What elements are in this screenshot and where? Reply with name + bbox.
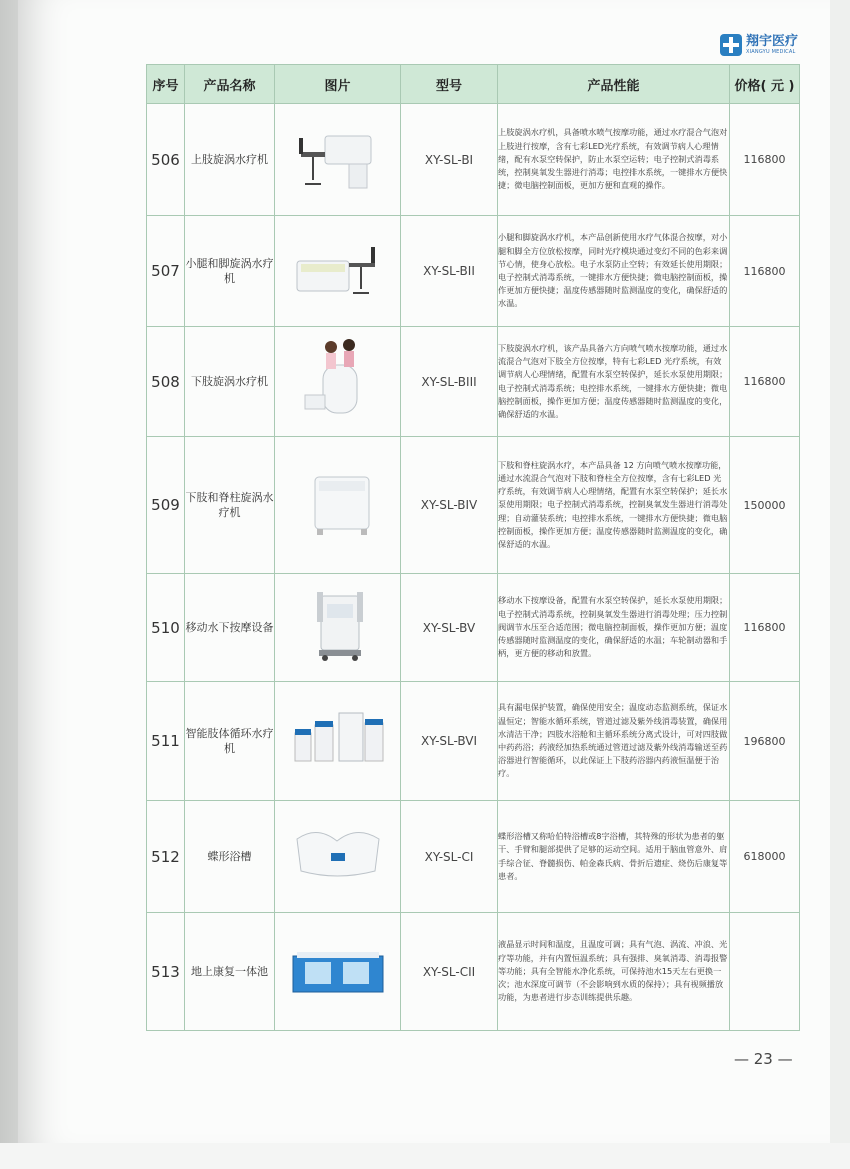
product-performance: 蝶形浴槽又称哈伯特浴槽或8字浴槽，其特殊的形状为患者的躯干、手臂和腿部提供了足够的运动空间。适用于脑血管意外、肩手综合征、脊髓损伤、帕金森氏病、骨折后遗症、烧伤后康复等患者。 [498,801,730,913]
product-price: 150000 [730,437,800,574]
row-index: 513 [147,913,185,1031]
product-performance: 小腿和脚旋涡水疗机，本产品创新使用水疗气体混合按摩，对小腿和脚全方位放松按摩，同时光疗模块通过变幻不同的色彩来调节心情，使身心放松。电子水泵防止空转；有效延长使用期限；电子控制式消毒系统，一键排水方便快捷；微电脑控制面板，操作更加方便快捷；温度传感器随时监测温度的变化，确保舒适的水温。 [498,216,730,327]
table-row [147,437,800,574]
product-name: 移动水下按摩设备 [185,574,275,682]
product-model: XY-SL-BVI [401,682,498,801]
table-header-row [147,65,800,104]
product-model: XY-SL-BV [401,574,498,682]
limb-circulation-hydrotherapy-image [287,703,389,775]
product-price: 116800 [730,216,800,327]
product-image-cell [275,437,401,574]
product-performance: 下肢和脊柱旋涡水疗，本产品具备 12 方向喷气喷水按摩功能，通过水流混合气泡对下肢和脊柱全方位按摩，含有七彩LED 光疗系统，有效调节病人心理情绪，配置有水泵空转保护；延长水泵使用期限；电子控制式消毒系统，控制臭氧发生器进行消毒处理；自动灌装系统；电控排水系统，一键排水方便快捷；微电脑控制面板，操作更加方便；温度传感器随时监测温度的变化，确保舒适的水温。 [498,437,730,574]
product-name: 地上康复一体池 [185,913,275,1031]
table-row [147,104,800,216]
row-index: 512 [147,801,185,913]
header-performance: 产品性能 [498,65,730,104]
product-model: XY-SL-BIV [401,437,498,574]
product-image-cell [275,104,401,216]
header-index: 序号 [147,65,185,104]
header-price: 价格( 元 ) [730,65,800,104]
product-price: 116800 [730,104,800,216]
row-index: 507 [147,216,185,327]
brand-logo [720,32,820,58]
product-performance: 液晶显示时间和温度，且温度可调；具有气泡、涡流、冲浪、光疗等功能，并有内置恒温系统；具有强排、臭氧消毒、消毒报警等功能；具有全智能水净化系统，可保持池水15天左右更换一次；池水深度可调节（不会影响到水质的保持）；具有视频播放功能，为患者进行步态训练提供乐趣。 [498,913,730,1031]
product-model: XY-SL-BIII [401,327,498,437]
product-name: 小腿和脚旋涡水疗机 [185,216,275,327]
product-model: XY-SL-BI [401,104,498,216]
product-price: 116800 [730,327,800,437]
product-image-cell [275,913,401,1031]
butterfly-tank-image [287,819,389,891]
product-price: 618000 [730,801,800,913]
header-image: 图片 [275,65,401,104]
header-name: 产品名称 [185,65,275,104]
product-name: 智能肢体循环水疗机 [185,682,275,801]
brand-cross-icon [720,34,742,56]
product-image-cell [275,801,401,913]
product-price: 116800 [730,574,800,682]
table-row [147,216,800,327]
table-row [147,327,800,437]
table-row [147,913,800,1031]
product-model: XY-SL-CII [401,913,498,1031]
leg-foot-whirlpool-image [287,233,389,305]
table-row [147,801,800,913]
product-image-cell [275,216,401,327]
brand-name: 翔宇医疗 [746,34,799,49]
product-name: 下肢和脊柱旋涡水疗机 [185,437,275,574]
product-image-cell [275,682,401,801]
product-name: 下肢旋涡水疗机 [185,327,275,437]
product-image-cell [275,327,401,437]
arm-whirlpool-image [287,122,389,194]
brand-name-en: XIANGYU MEDICAL [746,49,796,55]
row-index: 508 [147,327,185,437]
lower-limb-whirlpool-image [287,335,389,425]
row-index: 506 [147,104,185,216]
mobile-underwater-massage-image [287,588,389,664]
product-performance: 移动水下按摩设备，配置有水泵空转保护，延长水泵使用期限；电子控制式消毒系统，控制臭氧发生器进行消毒处理；压力控制阀调节水压至合适范围；微电脑控制面板，操作更加方便；温度传感器随时监测温度的变化，确保舒适的水温；车轮制动器和手柄，更方便的移动和放置。 [498,574,730,682]
product-image-cell [275,574,401,682]
product-name: 蝶形浴槽 [185,801,275,913]
page-number: — 23 — [734,1050,793,1068]
rehab-pool-image [287,934,389,1006]
row-index: 510 [147,574,185,682]
product-price [730,913,800,1031]
row-index: 509 [147,437,185,574]
row-index: 511 [147,682,185,801]
product-table [146,64,800,1031]
product-performance: 下肢旋涡水疗机，该产品具备六方向喷气喷水按摩功能，通过水流混合气泡对下肢全方位按摩，特有七彩LED 光疗系统，有效调节病人心理情绪，配置有水泵空转保护，延长水泵使用期限；电子控制式消毒系统；电控排水系统，一键排水方便快捷；微电脑控制面板，操作更加方便；温度传感器随时监测温度的变化，确保舒适的水温。 [498,327,730,437]
table-row [147,682,800,801]
header-model: 型号 [401,65,498,104]
product-price: 196800 [730,682,800,801]
table-row [147,574,800,682]
product-performance: 具有漏电保护装置，确保使用安全；温度动态监测系统，保证水温恒定；智能水循环系统，管道过滤及紫外线消毒装置，确保用水清洁干净；四肢水浴舱和主循环系统分离式设计，可对四肢做中药药浴；药液经加热系统通过管道过滤及紫外线消毒输送至药浴器进行智能循环，以此保证上下肢药浴器内药液恒温便于治疗。 [498,682,730,801]
lower-limb-spine-whirlpool-image [287,467,389,539]
product-performance: 上肢旋涡水疗机，具备喷水喷气按摩功能，通过水疗混合气泡对上肢进行按摩，含有七彩LED光疗系统，有效调节病人心理情绪，配有水泵空转保护，防止水泵空运转；电子控制式消毒系统，控制臭氧发生器进行消毒；电控排水系统，一键排水方便快捷；微电脑控制面板，更加方便和直观的操作。 [498,104,730,216]
product-model: XY-SL-CI [401,801,498,913]
scan-bottom-margin [0,1143,850,1169]
product-name: 上肢旋涡水疗机 [185,104,275,216]
product-model: XY-SL-BII [401,216,498,327]
